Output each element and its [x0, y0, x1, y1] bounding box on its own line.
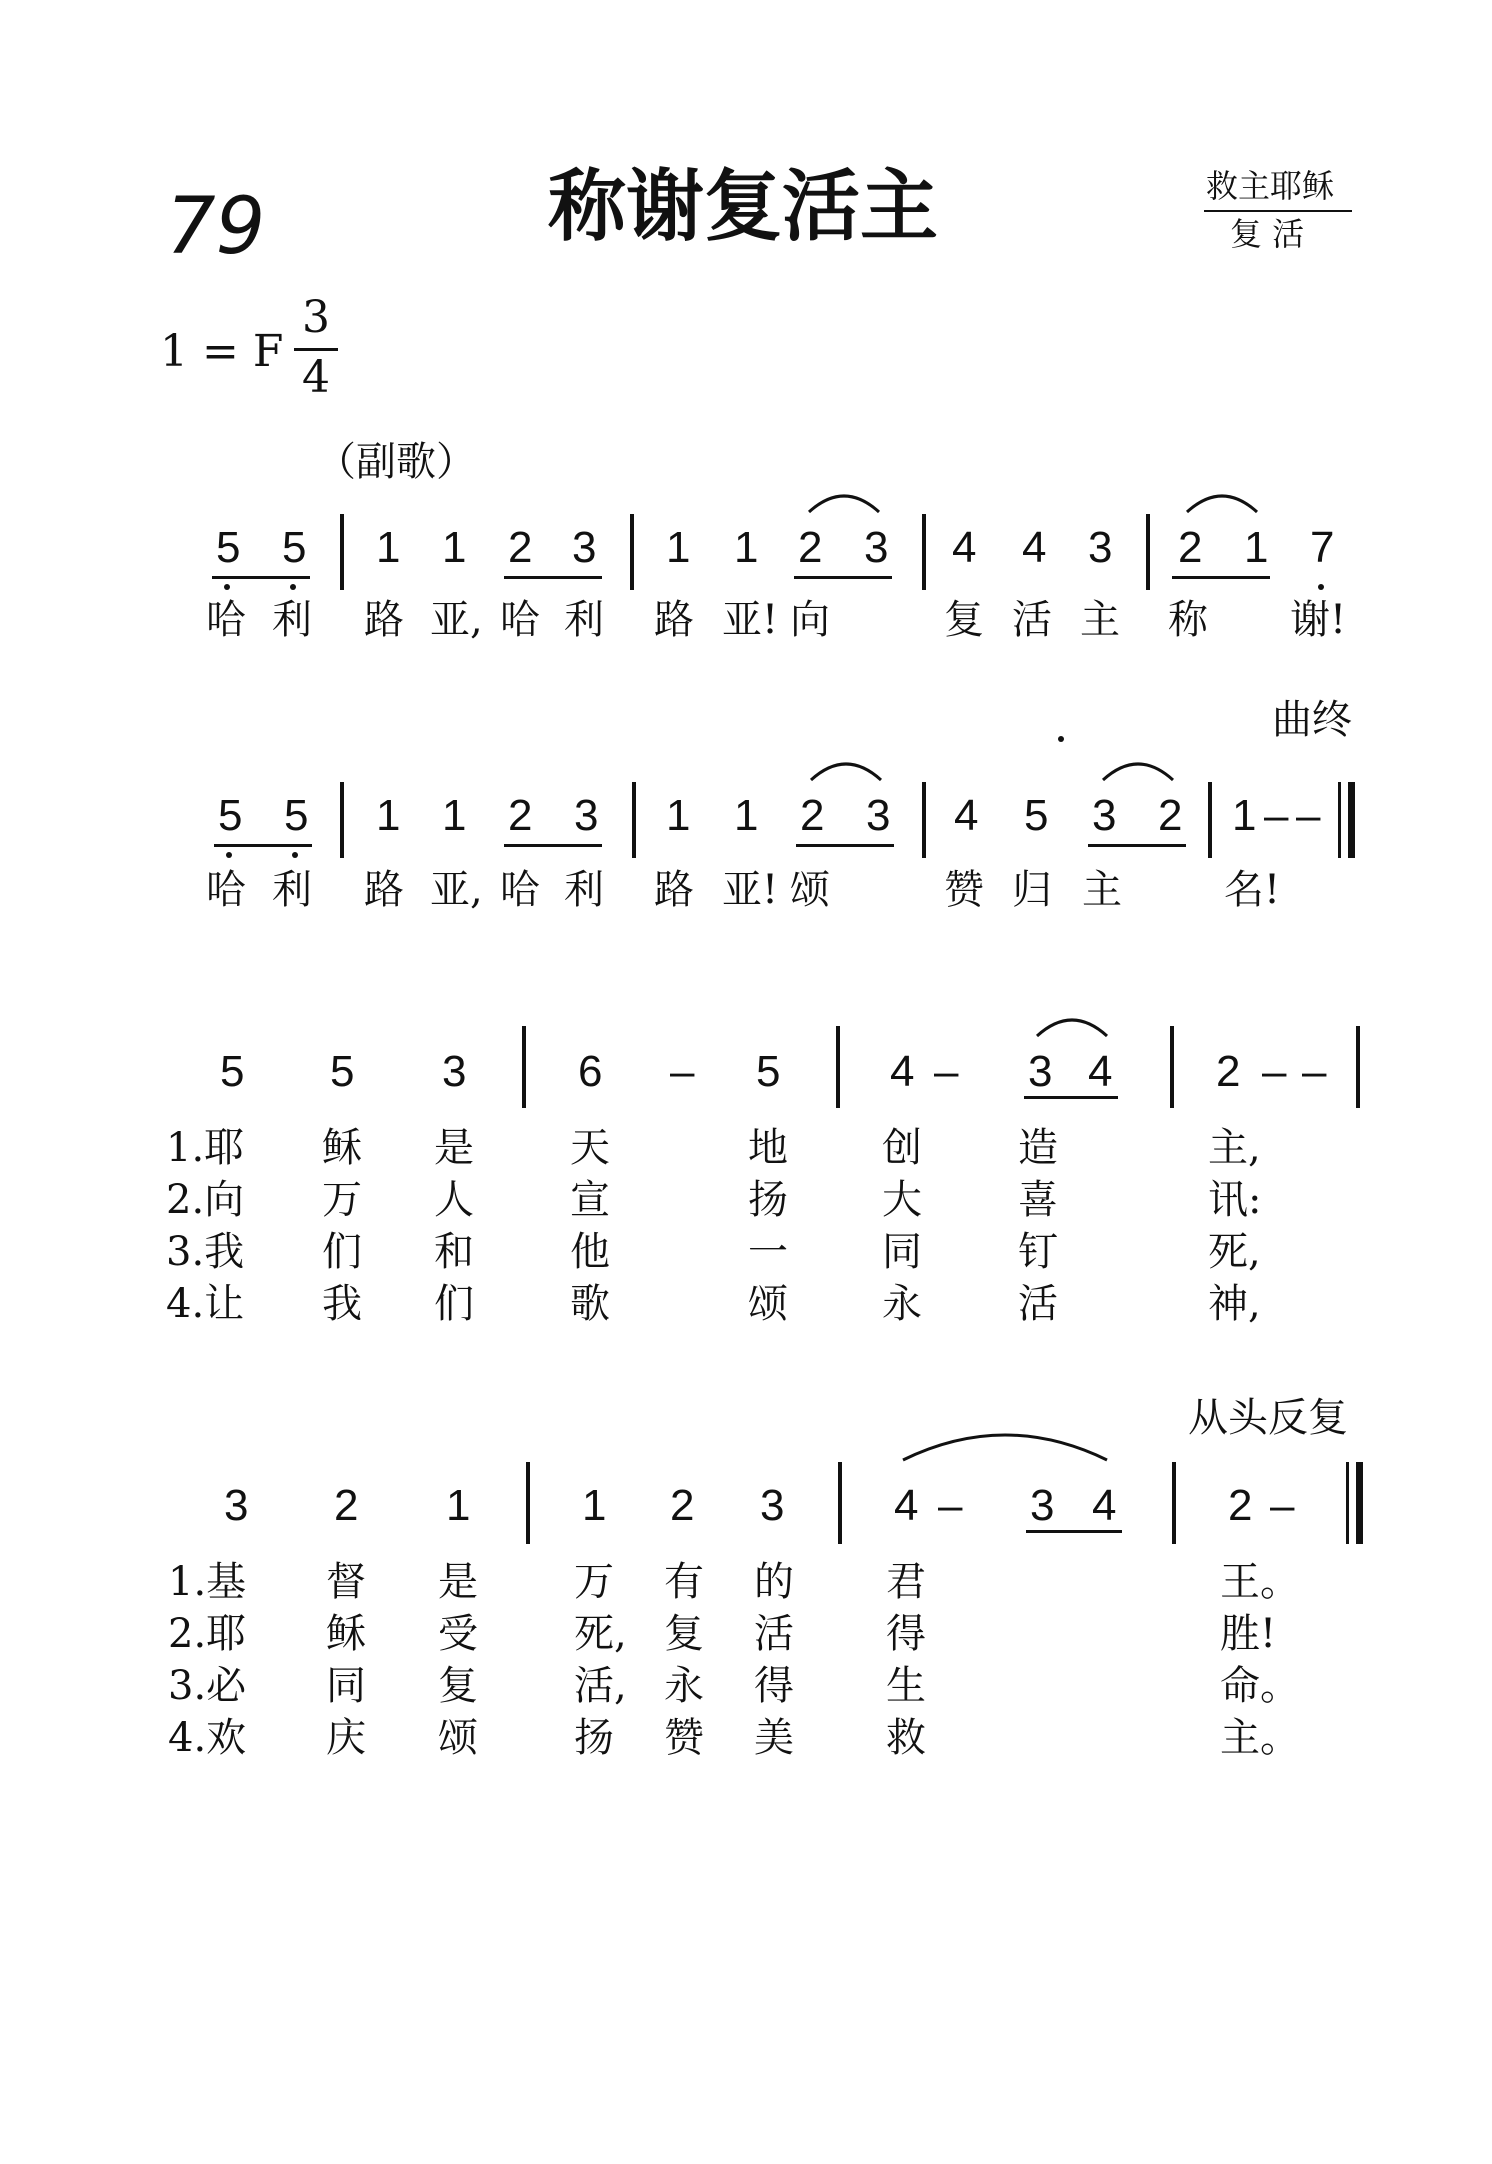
low-octave-dot — [224, 584, 230, 590]
lyric: 路 — [364, 597, 404, 643]
note: 5 — [216, 523, 241, 572]
note: 1 — [582, 1481, 607, 1530]
note: 4 — [1092, 1481, 1117, 1530]
lyric: 赞 — [944, 867, 984, 913]
lyric: 同 — [326, 1663, 366, 1709]
eighth-underline — [214, 844, 312, 847]
note: 4 — [954, 791, 979, 840]
lyric: 死, — [574, 1611, 627, 1657]
lyric: 向 — [790, 597, 830, 643]
lyric: 主 — [1082, 867, 1122, 913]
final-bar-thick — [1348, 782, 1355, 858]
lyric: 王。 — [1220, 1559, 1300, 1605]
high-octave-dot — [1058, 736, 1064, 742]
note: – — [1302, 1047, 1327, 1096]
note: 2 — [1228, 1481, 1253, 1530]
lyric: 天 — [570, 1125, 610, 1171]
note: 1 — [442, 791, 467, 840]
note: 5 — [1024, 791, 1049, 840]
lyric: 宣 — [570, 1177, 610, 1223]
note: 4 — [890, 1047, 915, 1096]
lyric: 4.欢 — [168, 1715, 247, 1761]
note: 5 — [330, 1047, 355, 1096]
lyric: 得 — [754, 1663, 794, 1709]
bar-line — [836, 1026, 840, 1108]
final-bar-thick — [1356, 1462, 1363, 1544]
lyric: 永 — [882, 1281, 922, 1327]
note: 7 — [1310, 523, 1335, 572]
low-octave-dot — [226, 852, 232, 858]
lyric: 受 — [438, 1611, 478, 1657]
eighth-underline — [504, 576, 602, 579]
lyric: 名! — [1224, 867, 1281, 913]
lyric: 地 — [748, 1125, 788, 1171]
lyric: 人 — [434, 1177, 474, 1223]
slur — [900, 1424, 1110, 1464]
note: 5 — [284, 791, 309, 840]
lyric: 颂 — [748, 1281, 788, 1327]
note: 4 — [952, 523, 977, 572]
lyric: 救 — [886, 1715, 926, 1761]
note: 2 — [508, 523, 533, 572]
lyric: 活, — [574, 1663, 627, 1709]
lyric: 稣 — [326, 1611, 366, 1657]
lyric: 称 — [1168, 597, 1208, 643]
note: – — [934, 1047, 959, 1096]
lyric: 扬 — [574, 1715, 614, 1761]
note: 4 — [1022, 523, 1047, 572]
lyric: 3.我 — [166, 1229, 245, 1275]
note: 1 — [666, 523, 691, 572]
lyric: 活 — [1012, 597, 1052, 643]
bar-line — [340, 782, 344, 858]
bar-line — [922, 514, 926, 590]
lyric: 造 — [1018, 1125, 1058, 1171]
lyric: 是 — [438, 1559, 478, 1605]
eighth-underline — [1088, 844, 1186, 847]
lyric: 路 — [654, 597, 694, 643]
note: 5 — [220, 1047, 245, 1096]
note: 4 — [1088, 1047, 1113, 1096]
lyric: 利 — [272, 597, 312, 643]
lyric: 4.让 — [166, 1281, 245, 1327]
lyric: 亚, — [430, 597, 483, 643]
lyric: 利 — [564, 867, 604, 913]
bar-line — [1208, 782, 1212, 858]
lyric: 哈 — [500, 867, 540, 913]
bar-line — [922, 782, 926, 858]
eighth-underline — [504, 844, 602, 847]
eighth-underline — [1024, 1096, 1118, 1099]
note: 3 — [1028, 1047, 1053, 1096]
note: 2 — [1216, 1047, 1241, 1096]
note: 5 — [218, 791, 243, 840]
note: 2 — [800, 791, 825, 840]
note: 4 — [894, 1481, 919, 1530]
lyric: 利 — [272, 867, 312, 913]
lyric: 活 — [1018, 1281, 1058, 1327]
note: – — [1262, 1047, 1287, 1096]
lyric: 利 — [564, 597, 604, 643]
lyric: 永 — [664, 1663, 704, 1709]
note: 2 — [334, 1481, 359, 1530]
note: 1 — [1232, 791, 1257, 840]
category-top: 救主耶稣 — [1206, 167, 1335, 205]
lyric: 的 — [754, 1559, 794, 1605]
lyric: 扬 — [748, 1177, 788, 1223]
eighth-underline — [794, 576, 892, 579]
note: – — [670, 1047, 695, 1096]
lyric: 1.基 — [168, 1559, 247, 1605]
lyric: 他 — [570, 1229, 610, 1275]
slur — [1100, 754, 1176, 784]
lyric: 路 — [654, 867, 694, 913]
final-bar-thin — [1346, 1462, 1349, 1544]
lyric: 生 — [886, 1663, 926, 1709]
time-sig-top: 3 — [302, 292, 330, 343]
note: 3 — [442, 1047, 467, 1096]
note: 1 — [446, 1481, 471, 1530]
lyric: 谢! — [1290, 597, 1347, 643]
dc-label: 从头反复 — [1188, 1395, 1348, 1441]
lyric: 一 — [748, 1229, 788, 1275]
note: 2 — [1178, 523, 1203, 572]
lyric: 亚, — [430, 867, 483, 913]
lyric: 大 — [882, 1177, 922, 1223]
lyric: 哈 — [206, 597, 246, 643]
note: – — [938, 1481, 963, 1530]
note: 3 — [1088, 523, 1113, 572]
time-sig-bottom: 4 — [302, 352, 330, 403]
lyric: 们 — [434, 1281, 474, 1327]
lyric: 万 — [574, 1559, 614, 1605]
eighth-underline — [212, 576, 310, 579]
note: 5 — [756, 1047, 781, 1096]
lyric: 复 — [438, 1663, 478, 1709]
fine-label: 曲终 — [1272, 697, 1352, 743]
lyric: 复 — [944, 597, 984, 643]
lyric: 是 — [434, 1125, 474, 1171]
lyric: 2.向 — [166, 1177, 245, 1223]
lyric: 3.必 — [168, 1663, 247, 1709]
note: 1 — [376, 791, 401, 840]
lyric: 钉 — [1018, 1229, 1058, 1275]
lyric: 颂 — [790, 867, 830, 913]
key-signature: 1 = F — [160, 326, 284, 377]
lyric: 胜! — [1220, 1611, 1277, 1657]
lyric: 亚! — [722, 597, 779, 643]
bar-line — [1172, 1462, 1176, 1544]
note: – — [1264, 791, 1289, 840]
note: 3 — [1030, 1481, 1055, 1530]
lyric: 命。 — [1220, 1663, 1300, 1709]
lyric: 2.耶 — [168, 1611, 247, 1657]
lyric: 活 — [754, 1611, 794, 1657]
note: 1 — [442, 523, 467, 572]
lyric: 哈 — [500, 597, 540, 643]
note: 2 — [508, 791, 533, 840]
category-divider — [1204, 210, 1352, 212]
lyric: 路 — [364, 867, 404, 913]
note: 3 — [572, 523, 597, 572]
bar-line — [1170, 1026, 1174, 1108]
lyric: 主 — [1080, 597, 1120, 643]
lyric: 庆 — [326, 1715, 366, 1761]
lyric: 复 — [664, 1611, 704, 1657]
note: – — [1270, 1481, 1295, 1530]
lyric: 同 — [882, 1229, 922, 1275]
note: 1 — [376, 523, 401, 572]
note: 1 — [1244, 523, 1269, 572]
lyric: 美 — [754, 1715, 794, 1761]
lyric: 1.耶 — [166, 1125, 245, 1171]
note: 1 — [666, 791, 691, 840]
note: – — [1296, 791, 1321, 840]
lyric: 归 — [1012, 867, 1052, 913]
eighth-underline — [1172, 576, 1270, 579]
lyric: 喜 — [1018, 1177, 1058, 1223]
note: 6 — [578, 1047, 603, 1096]
bar-line — [340, 514, 344, 590]
lyric: 有 — [664, 1559, 704, 1605]
note: 2 — [798, 523, 823, 572]
slur — [1184, 486, 1260, 516]
final-bar-thin — [1338, 782, 1341, 858]
slur — [808, 754, 884, 784]
bar-line — [522, 1026, 526, 1108]
low-octave-dot — [290, 584, 296, 590]
lyric: 歌 — [570, 1281, 610, 1327]
lyric: 我 — [322, 1281, 362, 1327]
lyric: 亚! — [722, 867, 779, 913]
slur — [1034, 1010, 1110, 1040]
slur — [806, 486, 882, 516]
bar-line — [630, 514, 634, 590]
bar-line — [632, 782, 636, 858]
note: 3 — [866, 791, 891, 840]
note: 5 — [282, 523, 307, 572]
note: 2 — [670, 1481, 695, 1530]
note: 3 — [574, 791, 599, 840]
note: 3 — [224, 1481, 249, 1530]
lyric: 颂 — [438, 1715, 478, 1761]
lyric: 万 — [322, 1177, 362, 1223]
lyric: 们 — [322, 1229, 362, 1275]
lyric: 督 — [326, 1559, 366, 1605]
eighth-underline — [1026, 1530, 1122, 1533]
lyric: 君 — [886, 1559, 926, 1605]
bar-line — [526, 1462, 530, 1544]
time-sig-line — [294, 348, 338, 351]
category-bottom: 复 活 — [1230, 215, 1305, 253]
low-octave-dot — [1318, 584, 1324, 590]
note: 3 — [1092, 791, 1117, 840]
bar-line — [1356, 1026, 1360, 1108]
note: 1 — [734, 791, 759, 840]
lyric: 和 — [434, 1229, 474, 1275]
note: 3 — [864, 523, 889, 572]
lyric: 神, — [1208, 1281, 1261, 1327]
lyric: 主, — [1208, 1125, 1261, 1171]
eighth-underline — [796, 844, 894, 847]
hymn-number: 79 — [166, 182, 266, 272]
lyric: 哈 — [206, 867, 246, 913]
note: 1 — [734, 523, 759, 572]
bar-line — [1146, 514, 1150, 590]
bar-line — [838, 1462, 842, 1544]
lyric: 主。 — [1220, 1715, 1300, 1761]
chorus-label: （副歌） — [316, 439, 476, 485]
note: 2 — [1158, 791, 1183, 840]
lyric: 创 — [882, 1125, 922, 1171]
hymn-title: 称谢复活主 — [548, 162, 939, 252]
lyric: 讯: — [1208, 1177, 1262, 1223]
lyric: 得 — [886, 1611, 926, 1657]
note: 3 — [760, 1481, 785, 1530]
lyric: 赞 — [664, 1715, 704, 1761]
lyric: 死, — [1208, 1229, 1261, 1275]
lyric: 稣 — [322, 1125, 362, 1171]
low-octave-dot — [292, 852, 298, 858]
